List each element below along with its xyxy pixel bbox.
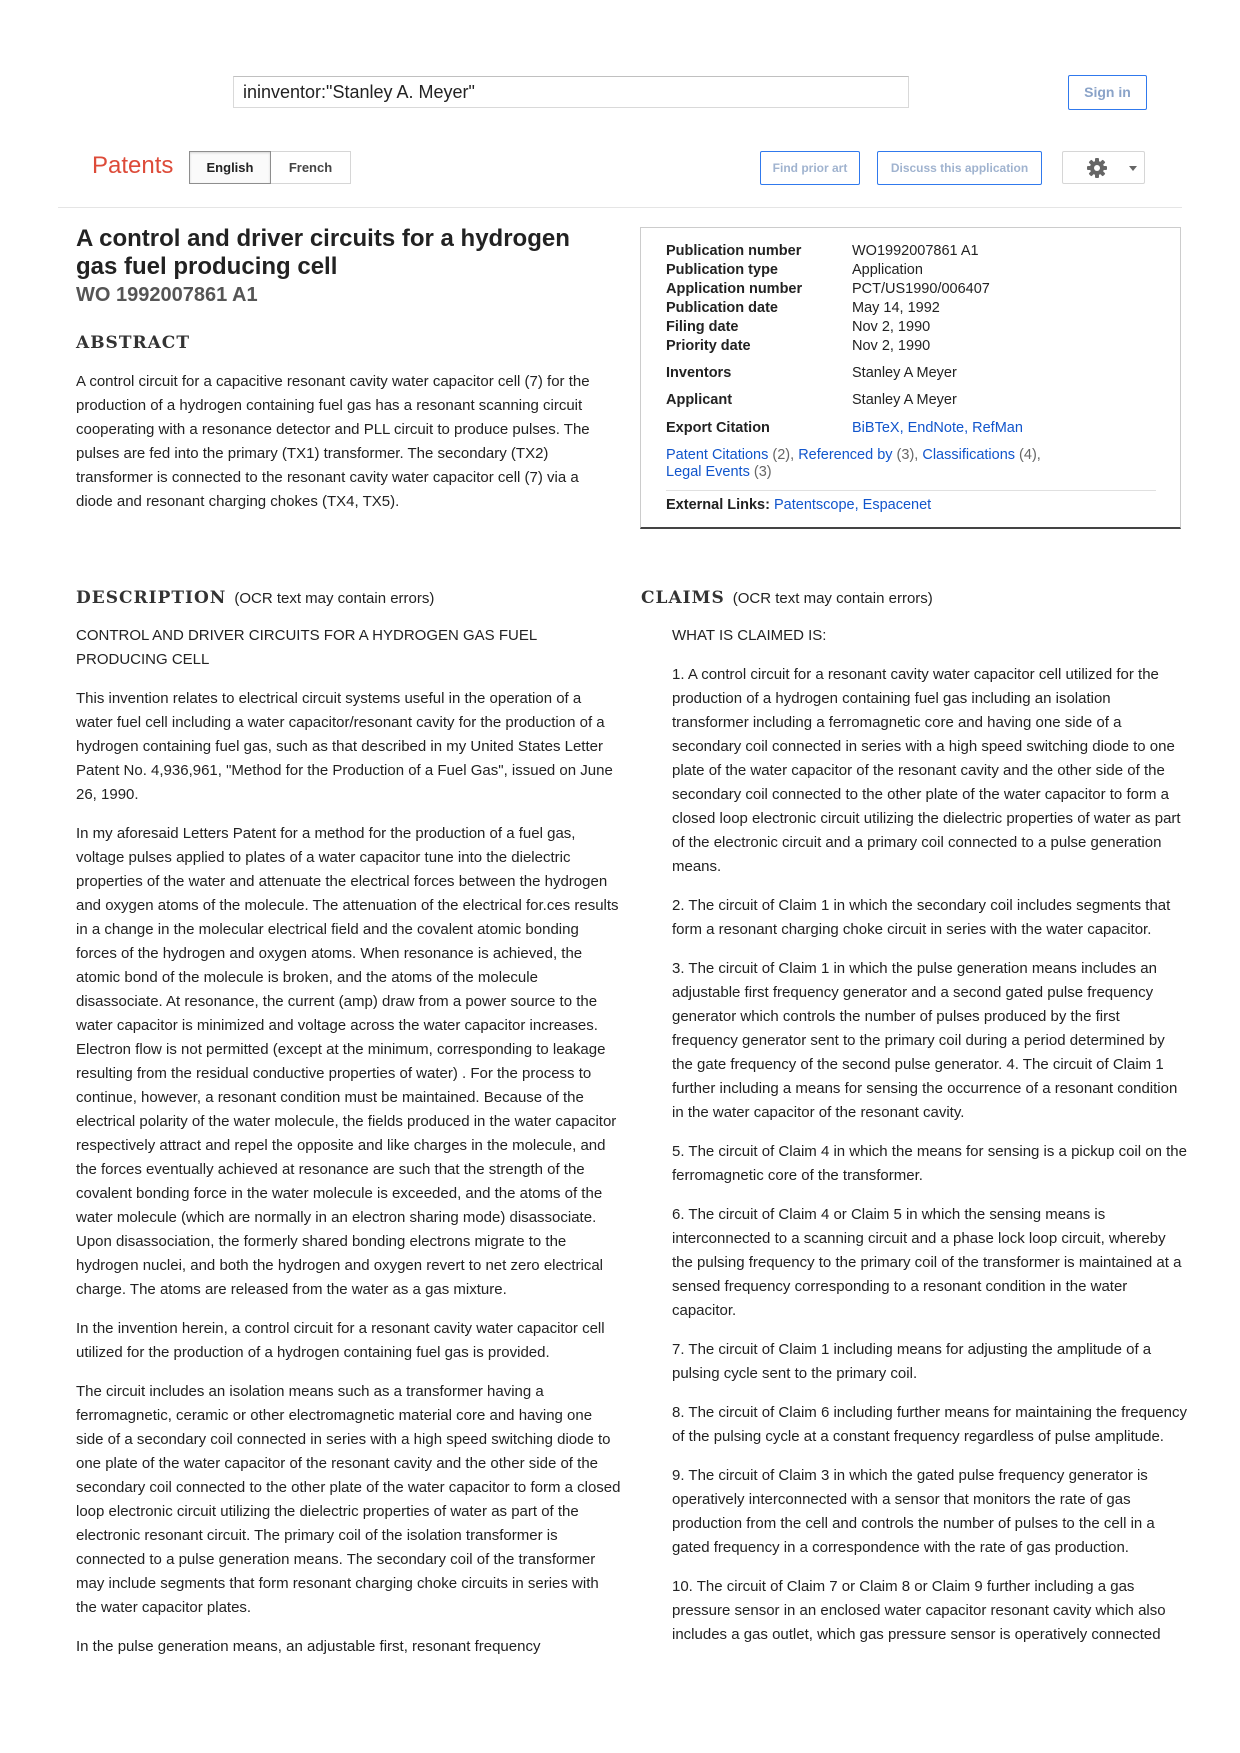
find-prior-art-button[interactable]: Find prior art	[760, 151, 860, 185]
meta-label: Application number	[666, 281, 803, 297]
legal-events-count: (3)	[753, 464, 772, 480]
claims-heading	[641, 588, 933, 608]
patent-citations-count: (2)	[772, 447, 791, 463]
patentscope-link[interactable]: Patentscope	[773, 497, 855, 513]
patent-citations-link[interactable]: Patent Citations	[666, 447, 769, 463]
claim-paragraph: 5. The circuit of Claim 4 in which the means for sensing is a pickup coil on the ferromagnetic core of the transformer.	[672, 1143, 1187, 1184]
claims-ocr-note: (OCR text may contain errors)	[732, 590, 933, 607]
description-paragraph: The circuit includes an isolation means such as a transformer having a ferromagnetic, ceramic or other electromagnetic material core and having one side of a secondary coil connected in series with a high speed switching diode to one plate of the water capacitor of the resonant cavity and the other side of the secondary coil connected to the other plate of the water capacitor to form a closed loop electronic circuit utilizing the dielectric properties of water as part of the electronic resonant circuit. The primary coil of the isolation transformer is connected to a pulse generation means. The secondary coil of the transformer may include segments that form resonant charging choke circuits in series with the water capacitor plates.	[76, 1383, 621, 1616]
claim-paragraph: WHAT IS CLAIMED IS:	[672, 627, 827, 644]
description-paragraph: In my aforesaid Letters Patent for a method for the production of a fuel gas, voltage pulses applied to plates of a water capacitor tune into the dielectric properties of the water and attenuate the electrical forces between the hydrogen and oxygen atoms of the molecule. The attenuation of the electrical for.ces results in a change in the molecular electrical field and the covalent atomic bonding forces of the hydrogen and oxygen atoms. When resonance is achieved, the atomic bond of the molecule is broken, and the atoms of the molecule disassociate. At resonance, the current (amp) draw from a power source to the water capacitor is minimized and voltage across the water capacitor increases. Electron flow is not permitted (except at the minimum, corresponding to leakage resulting from the residual conductive properties of water) . For the process to continue, however, a resonant condition must be maintained. Because of the electrical polarity of the water molecule, the fields produced in the water capacitor respectively attract and repel the opposite and like charges in the molecule, and the forces eventually achieved at resonance are such that the strength of the covalent bonding force in the water molecule is exceeded, and the atoms of the water molecule (which are normally in an electron sharing mode) disassociate. Upon disassociation, the formerly shared bonding electrons migrate to the hydrogen nuclei, and both the hydrogen and oxygen revert to net zero electrical charge. The atoms are released from the water as a gas mixture.	[76, 825, 619, 1298]
applicant-link[interactable]: Stanley A Meyer	[852, 392, 957, 408]
patents-logo[interactable]: Patents	[92, 152, 174, 179]
description-paragraph: CONTROL AND DRIVER CIRCUITS FOR A HYDROGEN GAS FUEL PRODUCING CELL	[76, 627, 537, 668]
lang-french-button[interactable]: French	[271, 151, 351, 184]
description-body	[76, 624, 621, 1674]
metadata-panel	[640, 227, 1181, 529]
meta-value: Nov 2, 1990	[852, 338, 931, 354]
description-paragraph: This invention relates to electrical circuit systems useful in the operation of a water fuel cell including a water capacitor/resonant cavity for the production of a hydrogen containing fuel gas, such as that described in my United States Letter Patent No. 4,936,961, "Method for the Production of a Fuel Gas", issued on June 26, 1990.	[76, 690, 613, 803]
meta-label: Export Citation	[666, 420, 770, 436]
gear-icon	[1087, 158, 1107, 178]
description-paragraph: In the invention herein, a control circuit for a resonant cavity water capacitor cell utilized for the production of a hydrogen containing fuel gas is provided.	[76, 1320, 605, 1361]
claim-paragraph: 2. The circuit of Claim 1 in which the secondary coil includes segments that form a resonant charging choke circuit in series with the water capacitor.	[672, 897, 1171, 938]
claim-paragraph: 3. The circuit of Claim 1 in which the pulse generation means includes an adjustable first frequency generator and a second gated pulse frequency generator which controls the number of pulses produced by the first frequency generator sent to the primary coil during a period determined by the gate frequency of the second pulse generator. 4. The circuit of Claim 1 further including a means for sensing the occurrence of a resonant condition in the water capacitor of the resonant cavity.	[672, 960, 1178, 1121]
patent-title: A control and driver circuits for a hydrogen gas fuel producing cell	[76, 225, 570, 280]
related-links: Patent Citations (2), Referenced by (3), Classifications (4), Legal Events (3)	[666, 447, 1041, 480]
description-heading-label: DESCRIPTION	[76, 588, 227, 608]
external-links-label: External Links:	[666, 497, 770, 513]
description-ocr-note: (OCR text may contain errors)	[234, 590, 435, 607]
meta-label: Publication date	[666, 300, 778, 316]
claim-paragraph: 9. The circuit of Claim 3 in which the gated pulse frequency generator is operatively interconnected with a sensor that monitors the rate of gas production from the cell and controls the number of pulses to the cell in a gated frequency in a correspondence with the rate of gas production.	[672, 1467, 1155, 1556]
external-links: External Links: Patentscope, Espacenet	[666, 497, 932, 513]
claims-body	[672, 624, 1187, 1662]
claim-paragraph: 1. A control circuit for a resonant cavity water capacitor cell utilized for the production of a hydrogen containing fuel gas including an isolation transformer including a ferromagnetic core and having one side of a secondary coil connected in series with a high speed switching diode to one plate of the water capacitor of the resonant cavity and the other side of the secondary coil connected to the other plate of the water capacitor to form a closed loop electronic circuit utilizing the dielectric properties of water as part of the electronic circuit and a primary coil connected to a pulse generation means.	[672, 666, 1181, 875]
meta-label: Inventors	[666, 365, 732, 381]
meta-label: Publication type	[666, 262, 778, 278]
meta-value: Application	[852, 262, 923, 278]
export-bibtex-link[interactable]: BiBTeX	[852, 420, 900, 436]
abstract-text: A control circuit for a capacitive resonant cavity water capacitor cell (7) for the production of a hydrogen containing fuel gas has a resonant scanning circuit cooperating with a resonance detector and PLL circuit to produce pulses. The pulses are fed into the primary (TX1) transformer. The secondary (TX2) transformer is connected to the resonant cavity water capacitor cell (7) via a diode and resonant charging chokes (TX4, TX5).	[76, 373, 590, 510]
legal-events-link[interactable]: Legal Events	[666, 464, 750, 480]
meta-value: PCT/US1990/006407	[852, 281, 990, 297]
meta-label: Applicant	[666, 392, 733, 408]
claim-paragraph: 6. The circuit of Claim 4 or Claim 5 in which the sensing means is interconnected to a scanning circuit and a phase lock loop circuit, whereby the pulsing frequency to the primary coil of the transformer is maintained at a sensed frequency corresponding to a resonant condition in the water capacitor.	[672, 1206, 1182, 1319]
meta-divider	[666, 490, 1156, 491]
language-toggle	[189, 151, 351, 184]
inventor-link[interactable]: Stanley A Meyer	[852, 365, 957, 381]
claim-paragraph: 10. The circuit of Claim 7 or Claim 8 or Claim 9 further including a gas pressure sensor in an enclosed water capacitor resonant cavity which also includes a gas outlet, which gas pressure sensor is operatively connected	[672, 1578, 1166, 1643]
referenced-by-link[interactable]: Referenced by	[798, 447, 893, 463]
description-heading	[76, 588, 434, 608]
header-divider	[58, 207, 1182, 208]
export-links: BiBTeX, EndNote, RefMan	[852, 420, 1023, 436]
meta-label: Priority date	[666, 338, 751, 354]
classifications-count: (4)	[1019, 447, 1037, 463]
abstract-heading: ABSTRACT	[76, 333, 190, 353]
sign-in-button[interactable]: Sign in	[1068, 75, 1147, 110]
settings-menu-button[interactable]	[1062, 151, 1145, 184]
claims-heading-label: CLAIMS	[641, 588, 725, 608]
claim-paragraph: 7. The circuit of Claim 1 including means for adjusting the amplitude of a pulsing cycle sent to the primary coil.	[672, 1341, 1152, 1382]
meta-value: May 14, 1992	[852, 300, 940, 316]
referenced-by-count: (3)	[896, 447, 915, 463]
discuss-application-button[interactable]: Discuss this application	[877, 151, 1042, 185]
espacenet-link[interactable]: Espacenet	[862, 497, 932, 513]
search-input[interactable]: ininventor:"Stanley A. Meyer"	[233, 76, 909, 108]
export-endnote-link[interactable]: EndNote	[907, 420, 965, 436]
meta-label: Filing date	[666, 319, 739, 335]
patent-number: WO 1992007861 A1	[76, 284, 258, 306]
meta-value: WO1992007861 A1	[852, 243, 979, 259]
claim-paragraph: 8. The circuit of Claim 6 including further means for maintaining the frequency of the pulsing cycle at a constant frequency regardless of pulse amplitude.	[672, 1404, 1187, 1445]
export-refman-link[interactable]: RefMan	[972, 420, 1023, 436]
lang-english-button[interactable]: English	[189, 151, 271, 184]
caret-down-icon	[1129, 166, 1137, 171]
meta-value: Nov 2, 1990	[852, 319, 931, 335]
classifications-link[interactable]: Classifications	[922, 447, 1016, 463]
description-paragraph: In the pulse generation means, an adjustable first, resonant frequency	[76, 1638, 541, 1655]
meta-label: Publication number	[666, 243, 802, 259]
